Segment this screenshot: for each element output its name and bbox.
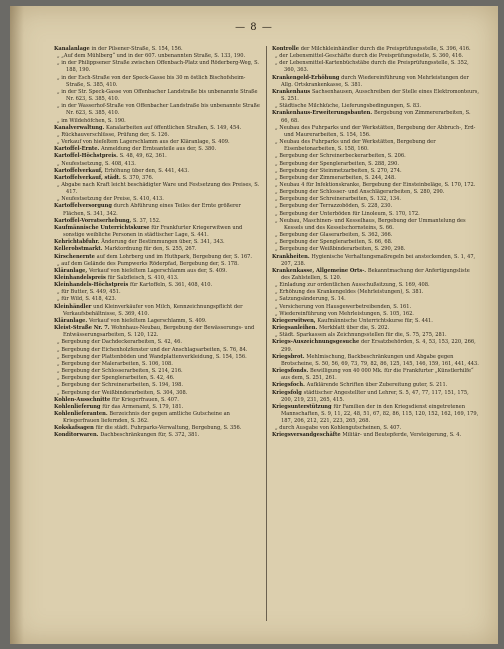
index-entry: [54, 60, 262, 74]
index-entry: [54, 153, 262, 160]
entry-text: und Kleinverkäufer von Milch, Kennzeichnungspflicht der Verkaufsbehältnisse, S. 369, 410.: [63, 303, 243, 317]
index-entry: [272, 332, 480, 339]
entry-heading: Kokskafsagen: [54, 425, 96, 432]
index-entry: [54, 196, 262, 203]
index-entry: [54, 411, 262, 425]
entry-text: Dachbeschränkungen für, S. 372, 381.: [100, 432, 200, 439]
entry-heading: Kriegerwitwen,: [272, 317, 318, 324]
entry-heading: Kriegsunterstützung: [272, 403, 334, 410]
index-entry: [272, 110, 480, 124]
index-entry: [272, 89, 480, 103]
index-entry: [54, 361, 262, 368]
index-entry: [54, 254, 262, 261]
entry-text: „ Bergebung der Spenglerarbeiten, S. 288, 290.: [275, 160, 399, 167]
entry-text: S. 370, 376.: [122, 174, 154, 181]
index-entry: [272, 246, 480, 253]
index-entry: [272, 196, 480, 203]
entry-heading: Kartoffelversorgung: [54, 203, 114, 210]
index-entry: [272, 218, 480, 232]
entry-text: Bekanntmachung der Anfertigungsliste des Zahlstellen, S. 120.: [281, 267, 470, 281]
index-entry: [54, 161, 262, 168]
index-entry: [54, 318, 262, 325]
entry-text: Hygienische Verhaltungsmaßregeln bei ansteckenden, S. 1, 47, 207, 238.: [281, 253, 476, 267]
entry-text: „ Wiedereinführung von Mehrleistungen, S. 105, 162.: [275, 310, 414, 317]
entry-text: „ Verkauf von hieſeltem Lagerschlamm aus der Kläranlage, S. 409.: [57, 139, 230, 146]
entry-text: für Kartoffeln, S. 361, 408, 410.: [129, 282, 213, 289]
entry-heading: Kläranlage,: [54, 267, 89, 274]
index-entry: [272, 53, 480, 60]
index-entry: [54, 53, 262, 60]
entry-heading: Kriegsfoch.: [272, 382, 307, 389]
entry-text: „ Städt. Sparkassen als Zeichnungsstellen für die, S. 75, 275, 281.: [275, 332, 447, 339]
index-entry: [54, 103, 262, 117]
entry-text: „ Bergebung der Terrazzoböden, S. 228, 230.: [275, 203, 393, 210]
index-entry: [54, 432, 262, 439]
index-entry: [54, 268, 262, 275]
entry-heading: Kontrolle: [272, 46, 301, 52]
index-entry: [54, 261, 262, 268]
index-entry: [54, 75, 262, 89]
entry-text: „ Bergebung der Schlosser- und Anschlägerarbeiten, S. 280, 290.: [275, 189, 445, 196]
index-entry: [54, 168, 262, 175]
entry-text: für Familien der in den Kriegsdienst eingetretenen Mannschaften, S. 9, 11, 22, 48, 51, 67, 82, 86, 115, 120, 152, 162, 169, 179, 187, 206, 212, 221, 223, 265, 268.: [281, 403, 479, 425]
index-entry: [54, 203, 262, 217]
index-entry: [54, 339, 262, 346]
entry-text: für das Armenamt, S. 179, 181.: [102, 403, 184, 410]
entry-text: „ Bergebung der Glaserarbeiten, S. 362, 366.: [275, 232, 393, 239]
index-entry: [272, 289, 480, 296]
index-entry: [54, 118, 262, 125]
entry-text: durch Wiedereinführung von Mehrleistungen der Allg. Ortskrankenkasse, S. 381.: [281, 74, 469, 88]
index-entry: [272, 125, 480, 139]
index-entry: [54, 368, 262, 375]
entry-text: Verkauf von hieſeltem Lagerschlamm aus der, S. 409.: [88, 267, 227, 274]
entry-text: „ Neufestsetzung der Preise, S. 410, 413.: [57, 196, 164, 203]
index-entry: [54, 182, 262, 196]
entry-heading: Kartoffelverkauf,: [54, 167, 105, 174]
index-entry: [272, 103, 480, 110]
index-entry: [272, 75, 480, 89]
entry-heading: Kellerobstmarkt.: [54, 246, 105, 253]
index-entry: [272, 182, 480, 189]
entry-text: „ Satzungsänderung, S. 14.: [275, 296, 346, 303]
index-entry: [272, 168, 480, 175]
index-entry: [272, 390, 480, 404]
entry-text: Merkblatt über die, S. 202.: [319, 325, 390, 332]
entry-text: „ der Lebensmittel-Kartenbüchstäbe durch die Preisprüfungsstelle, S. 352, 360, 363.: [275, 60, 469, 74]
index-entry: [272, 161, 480, 168]
entry-text: der Milchkleinhändler durch die Preisprüfungsstelle, S. 396, 416.: [300, 46, 471, 52]
entry-text: „ Bergebung der Zimmerarbeiten, S. 244, 248.: [275, 174, 396, 181]
entry-text: für Kriegerfrauen, S. 407.: [111, 396, 179, 403]
entry-text: „ Neufestsetzung, S. 408, 413.: [57, 160, 136, 167]
index-entry: [272, 175, 480, 182]
entry-text: S. 37, 152.: [132, 217, 161, 224]
entry-text: „ im Wildehöfchen, S. 190.: [57, 117, 126, 124]
entry-text: „ Bergebung der Weißbinderarbeiten, S. 304, 308.: [57, 389, 188, 396]
index-entry: [272, 325, 480, 332]
entry-text: „ in der Str. Speck-Gasse von Offenbacher Landstraße bis unbenannte Straße Nr. 623, S. 385, 410.: [57, 88, 258, 103]
index-entry: [54, 354, 262, 361]
index-entry: [272, 311, 480, 318]
entry-text: „ Versicherung von Hausgewerbetreibenden, S. 161.: [275, 303, 412, 310]
entry-heading: Krankengeld-Erhöhung: [272, 74, 342, 81]
entry-heading: Krankenkasse, Allgemeine Orts-.: [272, 267, 368, 274]
entry-heading: Kleinhandelspreis: [54, 275, 108, 281]
entry-text: „ in der Philippsener Straße zwischen Offenbach-Platz und Röderberg-Weg, S. 188, 190.: [57, 60, 260, 74]
entry-text: „ Bergebung der Eichenholzfenster und der Anschlagsarbeiten, S. 76, 84.: [57, 346, 248, 353]
entry-text: auf dem Lohrberg und im Huthpark, Bergebung der, S. 167.: [96, 253, 253, 260]
entry-text: Bergebung von Zimmererarbeiten, S. 66, 68.: [281, 110, 471, 124]
index-entry: [272, 268, 480, 282]
entry-text: Bewilligung von 40 000 Mk. für die Frankfurter „Künstlerhilfe“ aus dem, S. 251, 261.: [281, 368, 474, 382]
entry-text: „ durch Ausgabe von Kohlengutscheinen, S. 407.: [275, 425, 402, 432]
entry-heading: Kohlenlieferanten.: [54, 410, 110, 417]
entry-heading: Kartoffel-Höchstpreis.: [54, 153, 120, 160]
index-entry: [54, 347, 262, 354]
index-entry: [54, 404, 262, 411]
right-column: [272, 46, 480, 440]
entry-text: „ „Auf dem Mühlberg“ und in der 607. unbenannten Straße, S. 133, 190.: [57, 53, 246, 60]
entry-text: „ für Wild, S. 418, 423.: [57, 296, 117, 303]
entry-text: Verkauf von hieſeltem Lagerschlamm, S. 409.: [88, 317, 207, 324]
entry-text: in der Pilsener-Straße, S. 154, 156.: [91, 46, 183, 52]
column-divider: [266, 46, 267, 621]
entry-text: „ Bergebung der Spenglerarbeiten, S. 66, 68.: [275, 239, 393, 246]
entry-text: „ in der Esch-Straße von der Speck-Gasse bis 30 m östlich Bischofsheim-Straße, S. 385, 410.: [57, 74, 246, 88]
entry-heading: Kohlenlieferung: [54, 403, 103, 410]
entry-heading: Kleinhändler: [54, 303, 94, 310]
entry-text: Änderung der Bestimmungen über, S. 341, 343.: [101, 239, 225, 246]
index-entry: [272, 382, 480, 389]
index-entry: [272, 304, 480, 311]
entry-text: „ Einladung zur ordentlichen Ausschußsitzung, S. 169, 408.: [275, 282, 430, 289]
index-entry: [54, 218, 262, 225]
entry-text: „ Neubau des Fuhrparks und der Werkstätten, Bergebung der Abbruch-, Erd- und Maurerarbeiten, S. 154, 156.: [275, 124, 476, 138]
index-entry: [54, 239, 262, 246]
index-entry: [272, 432, 480, 439]
entry-heading: Krankenhaus-Erweiterungsbauten.: [272, 110, 374, 117]
index-entry: [54, 325, 262, 339]
entry-text: „ in der Wasserhof-Straße von Offenbacher Landstraße bis unbenannte Straße Nr. 623, S. 385, 410.: [57, 103, 260, 117]
index-entry: [54, 89, 262, 103]
index-entry: [54, 246, 262, 253]
entry-text: S. 48, 49, 62, 361.: [119, 153, 167, 160]
index-entry: [54, 282, 262, 289]
index-entry: [54, 175, 262, 182]
entry-text: für die städt. Fuhrparks-Verwaltung, Bergebung, S. 356.: [95, 425, 242, 432]
index-entry: [272, 318, 480, 325]
entry-heading: Kläranlage.: [54, 317, 89, 324]
index-entry: [54, 304, 262, 318]
entry-text: Marktordnung für den, S. 255, 267.: [104, 246, 197, 253]
entry-text: für Frankfurter Kriegerwitwen und sonstige weibliche Personen in städtischer Lage, S. 441.: [63, 224, 243, 239]
entry-text: städtischer Angestellter und Lehrer, S. 5, 47, 77, 117, 151, 175, 200, 219, 231, 265, 415.: [281, 389, 469, 403]
entry-text: „ Neubau, Maschinen- und Kesselhaus, Bergebung der Ummantelung des Kessels und des Kesselschornsteins, S. 66.: [275, 217, 466, 231]
entry-text: „ Bergebung der Plattenböden und Wandplattenverkleidung, S. 154, 156.: [57, 353, 247, 360]
entry-text: Erhöhung über den, S. 441, 443.: [104, 167, 190, 174]
index-entry: [272, 339, 480, 353]
index-entry: [272, 254, 480, 268]
entry-text: Wohnhaus-Neubau, Bergebung der Bewässerungs- und Entwässerungsarbeiten, S. 120, 122.: [63, 325, 255, 339]
page-number: — 8 —: [235, 22, 273, 33]
index-entry: [272, 153, 480, 160]
entry-heading: Kanalverwaltung.: [54, 124, 107, 131]
entry-heading: Krankenhaus: [272, 88, 312, 95]
index-entry: [272, 296, 480, 303]
entry-text: durch Abführung eines Teiles der Ernte größerer Flächen, S. 341, 342.: [63, 203, 241, 217]
index-entry: [272, 60, 480, 74]
index-page: [10, 6, 498, 644]
entry-text: „ Bergebung der Weißbinderarbeiten, S. 290, 298.: [275, 246, 406, 253]
entry-text: „ Neubau 4 für Infektionskranke, Bergebung der Einsteinbeläge, S. 170, 172.: [275, 181, 476, 188]
entry-text: „ Abgabe nach Kraft leicht beschädigter Ware und Festsetzung des Preises, S. 417.: [57, 181, 260, 196]
entry-heading: Kleinhandels-Höchstpreis: [54, 282, 130, 289]
index-entry: [272, 232, 480, 239]
index-entry: [54, 375, 262, 382]
entry-heading: Kohlen-Ausschnitte: [54, 396, 112, 403]
index-entry: [54, 289, 262, 296]
entry-text: „ auf dem Gelände des Pumpwerks Röderpfad, Bergebung der, S. 178.: [57, 260, 239, 267]
index-entry: [54, 397, 262, 404]
entry-heading: Kriegsversandgeschäfte: [272, 432, 343, 439]
index-entry: [54, 125, 262, 132]
entry-text: der Ersatzbehörden, S. 4, 53, 153, 220, 266, 299.: [281, 339, 476, 353]
entry-text: Kanalarbeiten auf öffentlichen Straßen, S. 149, 454.: [106, 124, 242, 131]
entry-text: „ Bergebung der Schreinerarbeiten, S. 132, 134.: [275, 196, 401, 203]
entry-text: „ Rückhauverschlüsse, Prüfung der, S. 126.: [57, 131, 170, 138]
index-entry: [54, 382, 262, 389]
entry-heading: Kriegsfolg: [272, 389, 304, 396]
entry-text: „ für Butter, S. 449, 451.: [57, 289, 121, 296]
entry-text: „ Bergebung der Schreinerbeckerarbeiten, S. 206.: [275, 153, 406, 160]
entry-heading: Kartoffel-Vorratserhebung,: [54, 217, 133, 224]
entry-heading: Kriegsbrot.: [272, 353, 307, 360]
left-column: [54, 46, 262, 440]
entry-text: „ Bergebung der Steinmetzarbeiten, S. 270, 274.: [275, 167, 402, 174]
entry-text: „ Bergebung der Dachdeckerarbeiten, S. 42, 46.: [57, 339, 182, 346]
entry-heading: Kriegsfonds.: [272, 368, 310, 375]
index-entry: [272, 239, 480, 246]
entry-heading: Kaufmännische Unterrichtskurse: [54, 224, 152, 231]
entry-text: „ Städtische Milchküche, Lieferungsbedingungen, S. 83.: [275, 103, 422, 110]
entry-text: Mehlmischung, Backbeschränkungen und Abgabe gegen Brotscheine, S. 50, 56, 69, 73, 79, 82, 86, 125, 145, 146, 159, 161, 441, 443.: [281, 353, 479, 367]
index-entry: [272, 404, 480, 425]
entry-text: Kaufmännische Unterrichtskurse für, S. 441.: [317, 317, 433, 324]
entry-heading: Kanalanlage: [54, 46, 92, 52]
index-entry: [272, 46, 480, 53]
entry-heading: Kleist-Straße Nr. 7.: [54, 325, 112, 332]
entry-text: Aufklärende Schriften über Zubereitung guter, S. 211.: [306, 382, 448, 389]
index-entry: [272, 139, 480, 153]
entry-text: „ der Lebensmittel-Geschäfte durch die Preisprüfungsstelle, S. 360, 416.: [275, 53, 464, 60]
entry-heading: Kartoffel-Ernte.: [54, 146, 102, 153]
index-entry: [272, 368, 480, 382]
entry-heading: Kehrichtabfuhr.: [54, 239, 102, 246]
entry-heading: Kriegsanleihen.: [272, 325, 320, 332]
entry-text: „ Bergebung der Malerarbeiten, S. 106, 108.: [57, 360, 173, 367]
entry-text: „ Erhöhung des Krankengeldes (Mehrleistungen), S. 381.: [275, 289, 424, 296]
entry-text: „ Bergebung der Schlosserarbeiten, S. 214, 216.: [57, 368, 183, 375]
entry-text: Sachsenhausen, Ausschreiben der Stelle eines Elektromonteurs, S. 251.: [281, 88, 479, 103]
index-entry: [272, 211, 480, 218]
entry-text: für Salzfleisch, S. 410, 413.: [107, 275, 179, 281]
index-entry: [272, 189, 480, 196]
index-entry: [54, 390, 262, 397]
entry-heading: Kartoffelverkauf, städt.: [54, 174, 123, 181]
entry-text: Militär- und Beutepferde, Versteigerung, S. 4.: [342, 432, 462, 439]
index-entry: [54, 139, 262, 146]
index-entry: [54, 425, 262, 432]
index-entry: [272, 203, 480, 210]
entry-heading: Kriegs-Auszeichnungsgesuche: [272, 339, 361, 346]
entry-text: Berzeichnis der gegen amtliche Gutscheine an Kriegerfrauen liefernden, S. 362.: [63, 410, 230, 425]
entry-text: „ Neubau des Fuhrparks und der Werkstätten, Bergebung der Eisenbetonarbeiten, S. 158, 160.: [275, 139, 436, 153]
index-entry: [54, 132, 262, 139]
entry-heading: Kirschenernte: [54, 253, 97, 260]
index-entry: [272, 354, 480, 368]
entry-text: „ Bergebung der Unterböden für Linoleum, S. 170, 172.: [275, 210, 420, 217]
index-entry: [54, 296, 262, 303]
entry-heading: Konditorwaren.: [54, 432, 101, 439]
entry-text: Anmeldung der Ernteanteile aus der, S. 380.: [101, 146, 217, 153]
entry-heading: Krankheiten.: [272, 253, 312, 260]
index-entry: [54, 225, 262, 239]
entry-text: „ Bergebung der Spenglerarbeiten, S. 42, 46.: [57, 375, 175, 382]
entry-text: „ Bergebung der Schreinerarbeiten, S. 194, 198.: [57, 382, 183, 389]
